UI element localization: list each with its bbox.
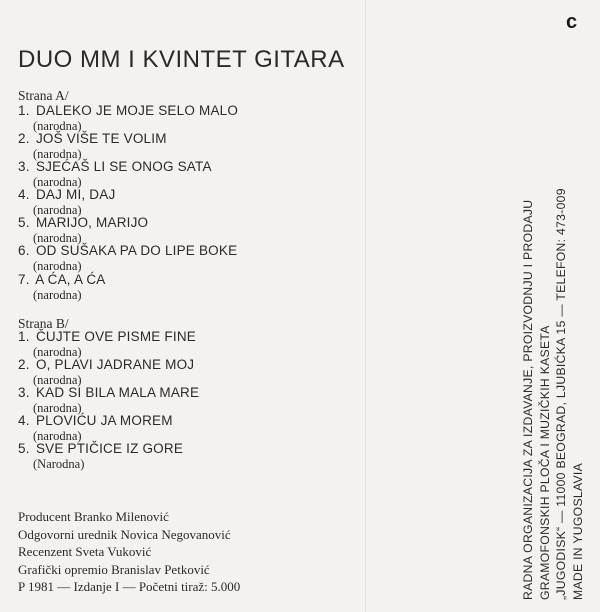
track-note: (narodna) [33, 373, 82, 387]
fold-line [365, 0, 366, 612]
track-note: (narodna) [33, 401, 82, 415]
track-number: 2. [18, 131, 30, 146]
track-number: 4. [18, 187, 30, 202]
publisher-line: „JUGODISK“ — 11000 BEOGRAD, LJUBIĆKA 15 — TELEFON: 473-009 [554, 188, 568, 600]
track-number: 6. [18, 243, 30, 258]
track-note: (narodna) [33, 231, 82, 245]
track-a2 [18, 131, 167, 146]
publisher-info [520, 160, 586, 600]
track-number: 7. [18, 272, 30, 287]
track-title: ČUJTE OVE PISME FINE [35, 329, 196, 344]
track-a7 [18, 272, 106, 287]
track-number: 3. [18, 159, 30, 174]
credit-release: P 1981 — Izdanje I — Početni tiraž: 5.000 [18, 579, 241, 594]
credit-design: Grafički opremio Branislav Petković [18, 561, 210, 577]
track-title: KAD SI BILA MALA MARE [35, 385, 200, 400]
track-note: (narodna) [33, 345, 82, 359]
track-note: (narodna) [33, 175, 82, 189]
track-a6 [18, 243, 237, 258]
track-number: 4. [18, 413, 30, 428]
track-note: (Narodna) [33, 457, 85, 471]
track-title: DALEKO JE MOJE SELO MALO [35, 103, 239, 118]
track-a5 [18, 215, 148, 230]
track-a1 [18, 103, 238, 118]
track-b1 [18, 329, 196, 344]
track-title: JOŠ VIŠE TE VOLIM [35, 131, 167, 146]
track-note: (narodna) [33, 203, 82, 217]
track-title: OD SUŠAKA PA DO LIPE BOKE [35, 243, 238, 258]
track-b5 [18, 441, 183, 456]
track-title: DAJ MI, DAJ [35, 187, 116, 202]
track-title: O, PLAVI JADRANE MOJ [35, 357, 195, 372]
track-b3 [18, 385, 199, 400]
credit-reviewer: Recenzent Sveta Vuković [18, 544, 152, 559]
track-note: (narodna) [33, 288, 82, 302]
track-title: SJEĆAŠ LI SE ONOG SATA [35, 159, 212, 174]
credits-block [18, 508, 240, 596]
track-note: (narodna) [33, 119, 82, 133]
track-title: PLOVIĆU JA MOREM [35, 413, 173, 428]
side-b-label: Strana B/ [18, 316, 69, 331]
track-b4 [18, 413, 173, 428]
track-title: A ĆA, A ĆA [35, 272, 106, 287]
label-logo: c [566, 11, 578, 33]
publisher-line: RADNA ORGANIZACIJA ZA IZDAVANJE, PROIZVODNJU I PRODAJU [521, 199, 535, 600]
track-title: SVE PTIČICE IZ GORE [35, 441, 184, 456]
track-number: 1. [18, 103, 30, 118]
album-title: DUO MM I KVINTET GITARA [18, 46, 345, 73]
credit-producer: Producent Branko Milenović [18, 509, 169, 524]
publisher-line: GRAMOFONSKIH PLOČA I MUZIČKIH KASETA [537, 325, 552, 600]
track-number: 3. [18, 385, 30, 400]
track-number: 2. [18, 357, 30, 372]
track-number: 5. [18, 215, 30, 230]
track-b2 [18, 357, 194, 372]
track-number: 5. [18, 441, 30, 456]
track-number: 1. [18, 329, 30, 344]
track-note: (narodna) [33, 147, 82, 161]
credit-editor: Odgovorni urednik Novica Negovanović [18, 526, 231, 542]
track-note: (narodna) [33, 259, 82, 273]
side-a-label: Strana A/ [18, 88, 69, 103]
track-a4 [18, 187, 115, 202]
publisher-line: MADE IN YUGOSLAVIA [570, 462, 585, 600]
track-a3 [18, 159, 212, 174]
track-note: (narodna) [33, 429, 82, 443]
track-title: MARIJO, MARIJO [35, 215, 149, 230]
